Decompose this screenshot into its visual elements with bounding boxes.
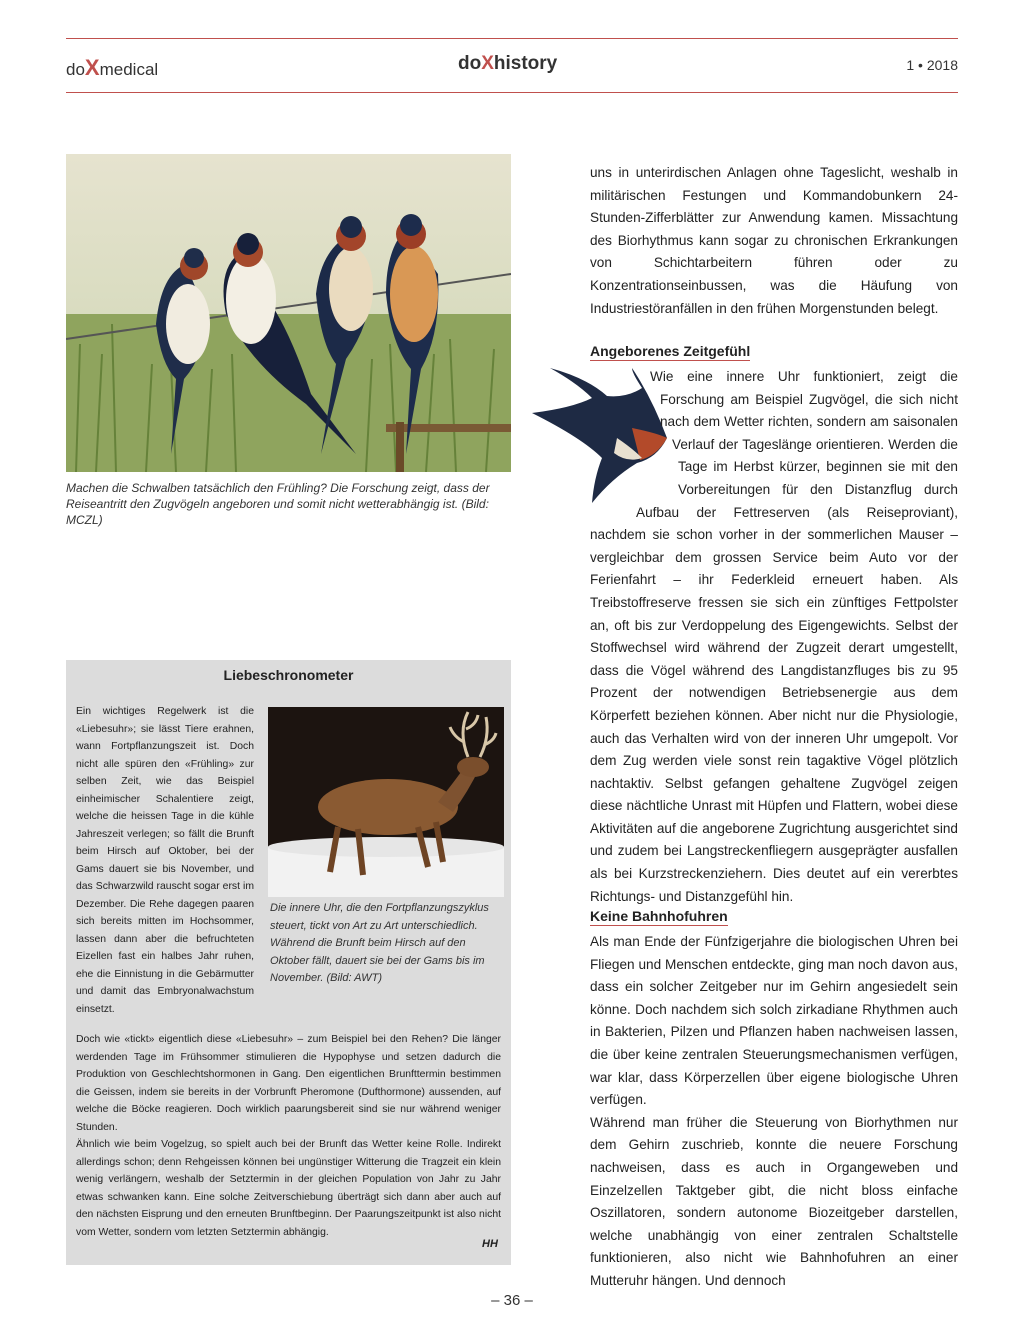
- logo-text: do: [66, 60, 85, 79]
- header-bottom-rule: [66, 92, 958, 93]
- body-paragraph: Während man früher die Steuerung von Biorhythmen nur dem Gehirn zuschrieb, konnte die neuere Forschung nachweisen, dass es auch in Organgeweben und Einzelzellen Taktgeber gibt, die nicht bloss einfache Oszillatoren, sondern autonome Biozeitgeber darstellen, welche unabhängig von einer zentralen Schaltstelle funktionieren, also nicht wie Bahnhofuhren an einer Mutteruhr hängen. Und dennoch: [590, 1114, 958, 1288]
- sidebar-title: Liebeschronometer: [223, 667, 354, 683]
- deer-caption: Die innere Uhr, die den Fortpflanzungszyklus steuert, tickt von Art zu Art unterschiedlich. Während die Brunft beim Hirsch auf den Oktober fällt, dauert sie bei der Gams bis im November. (Bild: AWT): [270, 902, 489, 984]
- section-heading: Keine Bahnhofuhren: [590, 908, 728, 924]
- top-rule: [66, 38, 958, 39]
- swallows-illustration: [66, 154, 511, 472]
- figure-caption: Machen die Schwalben tatsächlich den Frühling? Die Forschung zeigt, dass der Reiseantritt den Zugvögeln angeboren und somit nicht wetterabhängig ist. (Bild: MCZL): [66, 481, 490, 527]
- body-paragraph: Als man Ende der Fünfzigerjahre die biologischen Uhren bei Fliegen und Menschen entdeckte, ging man noch davon aus, dass ein solcher Zeitgeber nur im Gehirn angesiedelt sein könne. Doch nachdem sich solch zirkadiane Rhythmen auch in Bakterien, Pilzen und Pflanzen haben nachweisen lassen, die über keine zentralen Steuerungsmechanismen verfügen, war klar, dass Körperzellen über eigene biologische Uhren verfügen.: [590, 934, 958, 1108]
- body-paragraph: uns in unterirdischen Anlagen ohne Tageslicht, weshalb in militärischen Festungen und Kommandobunkern 24-Stunden-Zifferblätter zur Anwendung kamen. Missachtung des Biorhythmus kann sogar zu chronischen Erkrankungen von Schichtarbeitern führen oder zu Konzentrationseinbussen, was die Häufung von Industriestöranfällen in den frühen Morgenstunden belegt.: [590, 165, 958, 316]
- intro-paragraph: [590, 162, 958, 320]
- doxhistory-title: [458, 53, 557, 75]
- body-paragraph: [590, 366, 958, 908]
- section-heading: Angeborenes Zeitgefühl: [590, 343, 751, 359]
- sidebar-text-intro: [76, 703, 254, 1018]
- logo-x: X: [84, 55, 100, 80]
- title-text: do: [458, 53, 482, 74]
- doxmedical-logo: [66, 55, 158, 81]
- author-signature: HH: [482, 1238, 498, 1250]
- title-x: X: [481, 53, 494, 74]
- deer-photo: [268, 707, 504, 897]
- section1-text: Wie eine innere Uhr funktioniert, zeigt die Forschung am Beispiel Zugvögel, die sich nicht nach dem Wetter richten, sondern am saisonalen Verlauf der Tageslänge orientieren. Werden die Tage im Herbst kürzer, beginnen sie mit den Vorbereitungen für den Distanzflug durch Aufbau der Fettreserven (als Reiseproviant), nachdem sie schon vorher in der sommerlichen Mauser – vergleichbar dem grossen Service beim Auto vor der Ferienfahrt – ihr Federkleid erneuert haben. Als Treibstoffreserve fressen sie sich ein zünftiges Fettpolster an, oft bis zur Verdoppelung des Eigengewichts. Selbst der Stoffwechsel wird während der Zugzeit derart umgestellt, dass die Vögel während des Langdistanzfluges bis zu 95 Prozent der notwendigen Betriebsenergie aus dem Körperfett beziehen können. Aber nicht nur die Physiologie, auch das Verhalten wird von der inneren Uhr umgepolt. Vor dem Zug werden viele sonst rein tagaktive Vögel plötzlich nachtaktiv. Selbst gefangen gehaltene Zugvögel zeigen diese nächtliche Unrast mit Hüpfen und Flattern, wobei diese Aktivitäten auf die angeborene Zugrichtung ausgerichtet sind und zudem bei Langstreckenfliegern ausgeprägter ausfallen als bei Kurzstreckenziehern. Dies deutet auf ein vererbtes Richtungs- und Distanzgefühl hin.: [590, 369, 958, 904]
- sidebar-paragraph: Ein wichtiges Regelwerk ist die «Liebesuhr»; sie lässt Tiere erahnen, wann Fortpflanzungszeit ist. Doch nicht alle spüren den «Frühling» zur selben Zeit, wie das Beispiel einheimischer Schalentiere zeigt, welche die heissen Tage in die kühle Jahreszeit verlegen; so fällt die Brunft beim Hirsch auf Oktober, bei der Gams dauert sie bis November, und das Schwarzwild rauscht sogar erst im Dezember. Die Rehe dagegen paaren sich bereits mitten im Hochsommer, lassen dann aber die befruchteten Eizellen fast ein halbes Jahr ruhen, ehe die Einnistung in die Gebärmutter und damit das Embryonalwachstum einsetzt.: [76, 706, 254, 1015]
- sidebar-paragraph: Ähnlich wie beim Vogelzug, so spielt auch bei der Brunft das Wetter keine Rolle. Indirekt allerdings schon; denn Rehgeissen können bei ungünstiger Witterung die Tragzeit ein klein wenig verlängern, weshalb der Setztermin in der gleichen Population von Jahr zu Jahr etwas schwanken kann. Eine solche Zeitverschiebung überträgt sich dann aber auch auf den nächsten Eisprung und den erneuten Brunftbeginn. Der Paarungszeitpunkt ist also nicht vom Wetter, sondern vom letzten Setztermin abhängig.: [76, 1139, 501, 1238]
- title-text: history: [493, 53, 558, 74]
- section-paragraph: [590, 366, 958, 908]
- logo-text: medical: [99, 60, 159, 79]
- page-number: – 36 –: [491, 1292, 533, 1309]
- sidebar-paragraph: Doch wie «tickt» eigentlich diese «Liebesuhr» – zum Beispiel bei den Rehen? Die länger werdenden Tage im Frühsommer stimulieren die Hypophyse und setzen dadurch die Produktion von Geschlechtshormonen in Gang. Den eigentlichen Brunfttermin bestimmen die Geissen, indem sie bereits in der Vorbrunft Pheromone (Dufthormone) aussenden, auf welche die Böcke reagieren. Doch wirklich paarungsbereit sind sie nur während weniger Stunden.: [76, 1034, 501, 1133]
- sidebar-text-main: [76, 1031, 501, 1241]
- section-paragraph: [590, 931, 958, 1293]
- issue-number: 1 • 2018: [906, 57, 958, 73]
